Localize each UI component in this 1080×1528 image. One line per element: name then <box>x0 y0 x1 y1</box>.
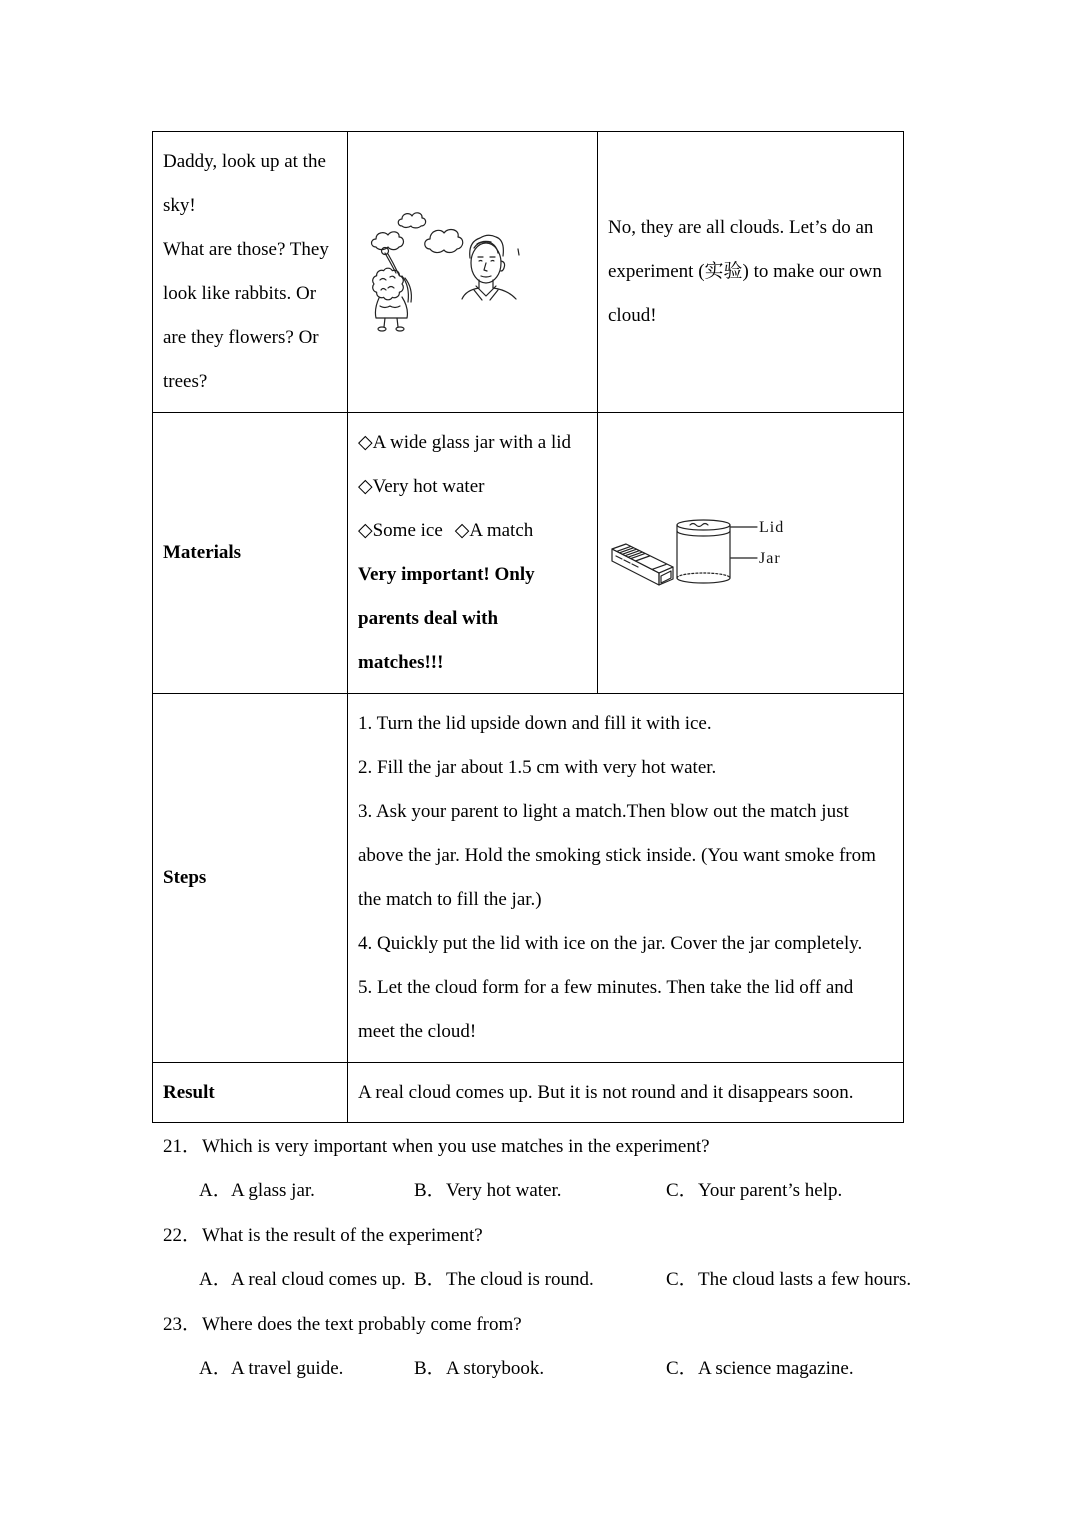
girl-dialogue-line: Daddy, look up at the <box>163 151 326 172</box>
question-number: 22． <box>163 1224 202 1246</box>
question <box>163 1214 1043 1258</box>
jar-label: Jar <box>758 549 781 567</box>
cloud-icon <box>398 212 425 227</box>
question-number: 23． <box>163 1313 202 1335</box>
option-a <box>199 1347 414 1391</box>
option-label: C． <box>666 1357 698 1379</box>
option-text: A glass jar. <box>231 1180 315 1202</box>
material-item: ◇Some ice <box>358 520 443 541</box>
steps-label: Steps <box>163 867 207 888</box>
option-c <box>666 1169 842 1213</box>
option-label: A． <box>199 1357 232 1379</box>
result-text: A real cloud comes up. But it is not round and it disappears soon. <box>358 1081 854 1103</box>
materials-label-cell <box>153 413 348 694</box>
material-item-row <box>358 509 587 553</box>
option-text: A real cloud comes up. <box>231 1269 406 1291</box>
father-dialogue-cell <box>598 132 904 413</box>
step-line: above the jar. Hold the smoking stick inside. (You want smoke from <box>358 845 876 866</box>
question-options <box>163 1258 1043 1302</box>
option-text: The cloud is round. <box>446 1269 594 1291</box>
result-text-cell <box>348 1063 904 1123</box>
question-text: What is the result of the experiment? <box>202 1224 483 1246</box>
steps-list-cell <box>348 694 904 1063</box>
option-label: A． <box>199 1269 232 1291</box>
matchbox-jar-icon <box>606 512 796 592</box>
option-c <box>666 1347 854 1391</box>
question-number: 21． <box>163 1136 202 1157</box>
option-label: C． <box>666 1269 698 1291</box>
result-label: Result <box>163 1081 215 1103</box>
warning-line: matches!!! <box>358 652 444 673</box>
lid-label: Lid <box>758 518 784 536</box>
option-text: A travel guide. <box>231 1357 344 1379</box>
option-label: A． <box>199 1180 232 1202</box>
father-dialogue-line: cloud! <box>608 305 657 326</box>
cloud-icon <box>424 229 462 252</box>
step-line: 3. Ask your parent to light a match.Then blow out the match just <box>358 801 849 822</box>
option-a <box>199 1169 414 1213</box>
step-line: 4. Quickly put the lid with ice on the jar. Cover the jar completely. <box>358 933 863 954</box>
warning-line: Very important! Only <box>358 564 535 585</box>
questions-section <box>163 1125 1043 1391</box>
option-b <box>414 1169 666 1213</box>
option-b <box>414 1347 666 1391</box>
step-line: 1. Turn the lid upside down and fill it with ice. <box>358 713 712 734</box>
option-label: B． <box>414 1180 446 1202</box>
option-c <box>666 1258 911 1302</box>
materials-label: Materials <box>163 542 242 563</box>
step-line: 2. Fill the jar about 1.5 cm with very hot water. <box>358 757 717 778</box>
option-label: B． <box>414 1269 446 1291</box>
experiment-table <box>152 131 904 1123</box>
material-item: ◇A wide glass jar with a lid <box>358 432 572 453</box>
option-text: A science magazine. <box>698 1357 854 1379</box>
girl-dialogue-line: trees? <box>163 371 208 392</box>
steps-label-cell <box>153 694 348 1063</box>
question-text: Which is very important when you use matches in the experiment? <box>202 1136 710 1157</box>
step-line: meet the cloud! <box>358 1021 477 1042</box>
question-options <box>163 1347 1043 1391</box>
material-item: ◇Very hot water <box>358 476 485 497</box>
question-text: Where does the text probably come from? <box>202 1313 522 1335</box>
step-line: the match to fill the jar.) <box>358 889 542 910</box>
jar-icon <box>677 520 730 583</box>
result-label-cell <box>153 1063 348 1123</box>
girl-dialogue-line: look like rabbits. Or <box>163 283 317 304</box>
question <box>163 1125 1043 1169</box>
question <box>163 1303 1043 1347</box>
question-options <box>163 1169 1043 1213</box>
materials-list-cell <box>348 413 598 694</box>
matchbox-icon <box>612 544 673 585</box>
girl-dialogue-line: What are those? They <box>163 239 329 260</box>
step-line: 5. Let the cloud form for a few minutes. Then take the lid off and <box>358 977 854 998</box>
option-text: Very hot water. <box>446 1180 562 1202</box>
father-figure <box>462 235 519 300</box>
clouds-illustration-cell <box>348 132 598 413</box>
warning-line: parents deal with <box>358 608 499 629</box>
option-label: C． <box>666 1180 698 1202</box>
father-dialogue-line: No, they are all clouds. Let’s do an <box>608 217 874 238</box>
girl-dialogue-line: sky! <box>163 195 196 216</box>
material-item: ◇A match <box>454 520 534 541</box>
girl-dialogue-cell <box>153 132 348 413</box>
option-text: A storybook. <box>446 1357 545 1379</box>
option-b <box>414 1258 666 1302</box>
father-dialogue-line: experiment (实验) to make our own <box>608 261 882 282</box>
option-label: B． <box>414 1357 446 1379</box>
materials-diagram-cell <box>598 413 904 694</box>
cloud-icon <box>371 231 403 249</box>
girl-dialogue-line: are they flowers? Or <box>163 327 319 348</box>
clouds-scene-icon <box>366 206 526 336</box>
option-a <box>199 1258 414 1302</box>
option-text: Your parent’s help. <box>698 1180 843 1202</box>
option-text: The cloud lasts a few hours. <box>698 1269 912 1291</box>
girl-figure <box>372 247 411 331</box>
